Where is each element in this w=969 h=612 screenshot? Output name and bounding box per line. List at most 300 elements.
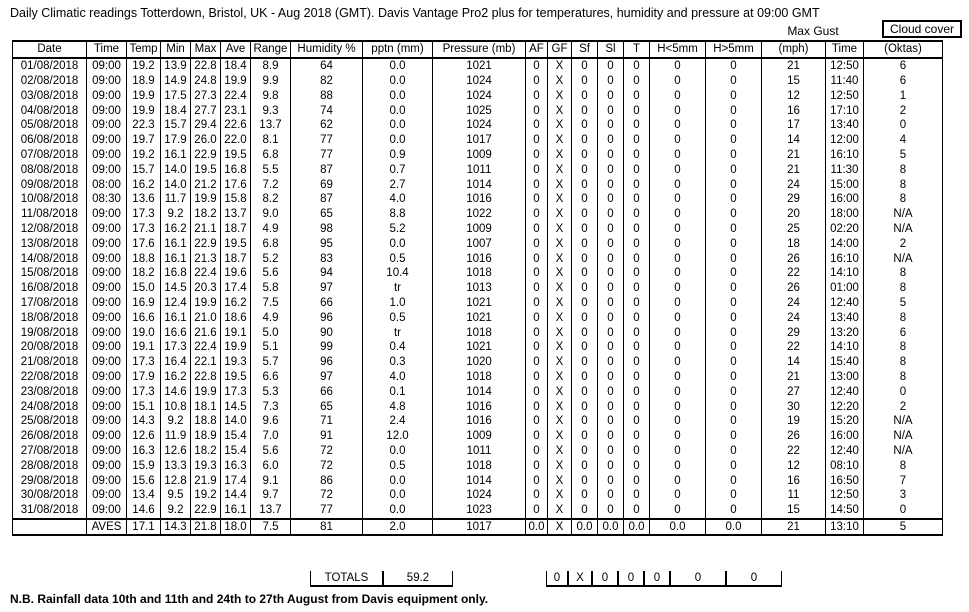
cell-humidity: 65 [291,207,363,222]
cell-t: 0 [624,207,650,222]
cell-pressure: 1013 [433,281,526,296]
cell-time: 09:00 [87,473,127,488]
cell-t: 0 [624,296,650,311]
cell-max-gust: 24 [762,296,826,311]
cell-af: 0 [526,251,548,266]
cell-pressure: 1009 [433,222,526,237]
cell-cloud-cover: 8 [864,192,943,207]
page-title: Daily Climatic readings Totterdown, Bristol, UK - Aug 2018 (GMT). Davis Vantage Pro2 plus for temperatures, humidity and pressure at 09:00 GMT [10,6,820,20]
cell-date: 03/08/2018 [13,88,87,103]
cell-gf: X [548,473,572,488]
cell-gust-time: 13:20 [826,325,864,340]
cell-humidity: 74 [291,103,363,118]
cell-sl: 0 [598,296,624,311]
cell-max-gust: 25 [762,222,826,237]
cell-pressure: 1014 [433,384,526,399]
cell-temp: 17.6 [127,236,161,251]
cell-pptn: 0.5 [363,310,433,325]
cell-h-lt5: 0 [650,414,706,429]
cell-time: 09:00 [87,384,127,399]
cell-sl: 0 [598,325,624,340]
cell-time: 09:00 [87,296,127,311]
cell-h-lt5: 0 [650,281,706,296]
cell-h-lt5: 0 [650,340,706,355]
cell-cloud-cover: 2 [864,236,943,251]
cell-min: 16.8 [161,266,191,281]
table-row [13,192,943,207]
cell-min: 9.2 [161,414,191,429]
cell-ave: 19.6 [221,266,251,281]
cell-min: 14.6 [161,384,191,399]
cell-gust-time: 02:20 [826,222,864,237]
cell-max: 24.8 [191,74,221,89]
cell-temp: 17.3 [127,384,161,399]
cell-t: 0 [624,355,650,370]
cell-pressure: 1020 [433,355,526,370]
cell-humidity: 91 [291,429,363,444]
col-header-temp: Temp [127,41,161,58]
cell-h-gt5: 0 [706,222,762,237]
cell-cloud-cover: 8 [864,310,943,325]
cell-sl: 0 [598,192,624,207]
cell-max: 21.6 [191,325,221,340]
col-header-range: Range [251,41,291,58]
cell-ave: 16.8 [221,162,251,177]
aves-humidity: 81 [291,519,363,536]
cell-h-gt5: 0 [706,236,762,251]
cell-max-gust: 21 [762,148,826,163]
cell-sf: 0 [572,162,598,177]
cell-cloud-cover: N/A [864,444,943,459]
cell-date: 09/08/2018 [13,177,87,192]
cell-pptn: 0.3 [363,355,433,370]
cell-min: 14.0 [161,177,191,192]
totals-h-gt5: 0 [726,571,782,587]
cell-max: 18.9 [191,429,221,444]
totals-pptn: 59.2 [383,571,453,587]
table-row [13,355,943,370]
cell-pressure: 1018 [433,266,526,281]
cell-min: 9.2 [161,503,191,519]
table-row [13,384,943,399]
cell-humidity: 96 [291,355,363,370]
table-row [13,251,943,266]
cell-h-gt5: 0 [706,310,762,325]
cell-cloud-cover: 8 [864,355,943,370]
cell-ave: 17.6 [221,177,251,192]
cell-min: 16.4 [161,355,191,370]
cell-t: 0 [624,340,650,355]
cell-sf: 0 [572,236,598,251]
cell-ave: 22.4 [221,88,251,103]
cell-sl: 0 [598,340,624,355]
table-row [13,148,943,163]
cell-pptn: 0.0 [363,58,433,74]
cell-h-gt5: 0 [706,281,762,296]
cell-temp: 15.6 [127,473,161,488]
aves-t: 0.0 [624,519,650,536]
cell-cloud-cover: 8 [864,266,943,281]
cell-sf: 0 [572,310,598,325]
cell-t: 0 [624,310,650,325]
cell-temp: 15.7 [127,162,161,177]
cell-h-lt5: 0 [650,488,706,503]
cell-h-lt5: 0 [650,503,706,519]
cell-pressure: 1014 [433,473,526,488]
cell-date: 30/08/2018 [13,488,87,503]
cell-range: 8.2 [251,192,291,207]
cell-pptn: tr [363,325,433,340]
cell-af: 0 [526,310,548,325]
cell-gf: X [548,207,572,222]
cell-gf: X [548,355,572,370]
cell-temp: 19.2 [127,58,161,74]
cell-min: 16.2 [161,222,191,237]
cell-max: 21.1 [191,222,221,237]
cell-time: 09:00 [87,444,127,459]
cell-max: 22.9 [191,148,221,163]
cell-ave: 19.5 [221,236,251,251]
cell-h-gt5: 0 [706,192,762,207]
cell-max: 27.7 [191,103,221,118]
cell-gf: X [548,488,572,503]
cell-min: 9.5 [161,488,191,503]
cell-af: 0 [526,370,548,385]
cell-af: 0 [526,266,548,281]
cell-time: 09:00 [87,429,127,444]
cell-gust-time: 14:10 [826,340,864,355]
cell-h-lt5: 0 [650,148,706,163]
cell-min: 12.6 [161,444,191,459]
cell-range: 9.9 [251,74,291,89]
cell-range: 9.0 [251,207,291,222]
climate-table [12,40,943,536]
cell-h-lt5: 0 [650,399,706,414]
table-row [13,414,943,429]
cell-ave: 19.1 [221,325,251,340]
cell-time: 09:00 [87,118,127,133]
totals-t: 0 [644,571,670,587]
cell-time: 09:00 [87,88,127,103]
cell-pressure: 1021 [433,310,526,325]
cell-gust-time: 17:10 [826,103,864,118]
cell-max-gust: 22 [762,266,826,281]
cell-humidity: 77 [291,503,363,519]
cell-af: 0 [526,88,548,103]
cell-cloud-cover: 0 [864,503,943,519]
cell-date: 16/08/2018 [13,281,87,296]
col-header-max: Max [191,41,221,58]
cell-max-gust: 14 [762,133,826,148]
cell-sl: 0 [598,74,624,89]
cell-ave: 19.3 [221,355,251,370]
cell-gust-time: 13:40 [826,118,864,133]
cell-time: 09:00 [87,340,127,355]
cell-sf: 0 [572,58,598,74]
col-header-gust-time: Time [826,41,864,58]
cell-min: 16.2 [161,370,191,385]
cell-h-lt5: 0 [650,310,706,325]
cell-range: 5.5 [251,162,291,177]
cell-gf: X [548,103,572,118]
cell-humidity: 83 [291,251,363,266]
cell-gust-time: 15:20 [826,414,864,429]
cell-min: 16.1 [161,148,191,163]
cell-ave: 16.2 [221,296,251,311]
cell-cloud-cover: 4 [864,133,943,148]
cell-cloud-cover: 2 [864,103,943,118]
cell-gust-time: 12:40 [826,444,864,459]
cell-gust-time: 16:10 [826,148,864,163]
cell-h-lt5: 0 [650,370,706,385]
cell-pressure: 1022 [433,207,526,222]
cell-pressure: 1025 [433,103,526,118]
col-header-h-lt5: H<5mm [650,41,706,58]
col-header-max-gust: (mph) [762,41,826,58]
aves-h-lt5: 0.0 [650,519,706,536]
cell-max-gust: 20 [762,207,826,222]
cell-humidity: 97 [291,281,363,296]
cell-min: 11.7 [161,192,191,207]
cell-ave: 16.1 [221,503,251,519]
cell-humidity: 64 [291,58,363,74]
cell-sl: 0 [598,177,624,192]
cell-sl: 0 [598,310,624,325]
cell-min: 9.2 [161,207,191,222]
col-header-af: AF [526,41,548,58]
cell-af: 0 [526,473,548,488]
cell-date: 07/08/2018 [13,148,87,163]
cell-sl: 0 [598,58,624,74]
table-row [13,325,943,340]
cell-sl: 0 [598,162,624,177]
cell-temp: 14.6 [127,503,161,519]
cell-ave: 17.3 [221,384,251,399]
cell-h-lt5: 0 [650,192,706,207]
cell-h-lt5: 0 [650,355,706,370]
cell-max: 27.3 [191,88,221,103]
cell-sf: 0 [572,429,598,444]
cell-t: 0 [624,251,650,266]
cell-h-lt5: 0 [650,222,706,237]
cell-ave: 16.3 [221,458,251,473]
cell-sl: 0 [598,266,624,281]
max-gust-header: Max Gust [787,24,839,38]
cell-sl: 0 [598,414,624,429]
cell-gf: X [548,88,572,103]
cell-date: 26/08/2018 [13,429,87,444]
cell-sl: 0 [598,118,624,133]
cell-ave: 22.0 [221,133,251,148]
cell-humidity: 66 [291,384,363,399]
cell-h-gt5: 0 [706,473,762,488]
table-row [13,310,943,325]
cell-min: 17.3 [161,340,191,355]
cell-temp: 17.3 [127,355,161,370]
cell-date: 14/08/2018 [13,251,87,266]
table-row [13,266,943,281]
cell-date: 19/08/2018 [13,325,87,340]
cell-sl: 0 [598,384,624,399]
cell-temp: 14.3 [127,414,161,429]
cell-gf: X [548,266,572,281]
cell-gust-time: 14:10 [826,266,864,281]
cell-date: 17/08/2018 [13,296,87,311]
cell-temp: 13.4 [127,488,161,503]
cell-max: 22.1 [191,355,221,370]
cell-temp: 18.8 [127,251,161,266]
cell-min: 18.4 [161,103,191,118]
cell-pptn: 4.0 [363,192,433,207]
cell-time: 09:00 [87,222,127,237]
cell-gust-time: 11:30 [826,162,864,177]
cell-af: 0 [526,325,548,340]
cell-t: 0 [624,473,650,488]
cell-humidity: 87 [291,192,363,207]
cell-t: 0 [624,266,650,281]
cell-max: 21.9 [191,473,221,488]
cell-sl: 0 [598,207,624,222]
cell-h-lt5: 0 [650,162,706,177]
cell-pptn: 0.0 [363,133,433,148]
cell-t: 0 [624,429,650,444]
cell-h-gt5: 0 [706,458,762,473]
cell-max: 22.8 [191,370,221,385]
cell-sf: 0 [572,103,598,118]
cell-pressure: 1011 [433,162,526,177]
cell-t: 0 [624,74,650,89]
cell-max: 22.9 [191,503,221,519]
cell-gust-time: 13:00 [826,370,864,385]
cell-pptn: 5.2 [363,222,433,237]
cell-ave: 13.7 [221,207,251,222]
table-row [13,222,943,237]
cell-sl: 0 [598,236,624,251]
cell-max: 19.2 [191,488,221,503]
cell-t: 0 [624,236,650,251]
cell-ave: 18.4 [221,58,251,74]
cell-gf: X [548,177,572,192]
cell-h-gt5: 0 [706,488,762,503]
table-row [13,473,943,488]
aves-h-gt5: 0.0 [706,519,762,536]
cell-humidity: 86 [291,473,363,488]
table-row [13,118,943,133]
cell-h-lt5: 0 [650,207,706,222]
cell-date: 18/08/2018 [13,310,87,325]
cell-af: 0 [526,384,548,399]
cell-max-gust: 21 [762,370,826,385]
cell-max: 18.2 [191,444,221,459]
table-row [13,236,943,251]
cell-time: 09:00 [87,162,127,177]
cell-af: 0 [526,236,548,251]
cell-gust-time: 12:00 [826,133,864,148]
cell-range: 5.6 [251,444,291,459]
cell-max-gust: 19 [762,414,826,429]
cell-sl: 0 [598,355,624,370]
cell-h-lt5: 0 [650,177,706,192]
cell-af: 0 [526,355,548,370]
table-row [13,177,943,192]
cell-ave: 19.5 [221,370,251,385]
cell-humidity: 69 [291,177,363,192]
cell-max-gust: 18 [762,236,826,251]
cell-gf: X [548,444,572,459]
cell-date: 11/08/2018 [13,207,87,222]
cell-gust-time: 12:50 [826,488,864,503]
cell-ave: 19.9 [221,340,251,355]
cell-pptn: 0.7 [363,162,433,177]
cell-time: 09:00 [87,236,127,251]
col-header-h-gt5: H>5mm [706,41,762,58]
cell-h-gt5: 0 [706,325,762,340]
cell-t: 0 [624,414,650,429]
cell-pptn: 0.0 [363,74,433,89]
col-header-cloud-cover: (Oktas) [864,41,943,58]
cell-h-lt5: 0 [650,58,706,74]
cell-pptn: 4.8 [363,399,433,414]
cell-t: 0 [624,103,650,118]
cell-gf: X [548,236,572,251]
cell-ave: 17.4 [221,281,251,296]
col-header-time: Time [87,41,127,58]
cell-pressure: 1009 [433,429,526,444]
cell-pptn: tr [363,281,433,296]
cell-gust-time: 12:20 [826,399,864,414]
cell-gf: X [548,458,572,473]
cell-gf: X [548,148,572,163]
cell-gf: X [548,118,572,133]
cell-max: 19.9 [191,296,221,311]
cell-pptn: 0.1 [363,384,433,399]
cell-sl: 0 [598,503,624,519]
cell-gf: X [548,414,572,429]
cell-min: 13.3 [161,458,191,473]
cell-min: 12.8 [161,473,191,488]
cell-range: 13.7 [251,118,291,133]
cell-sf: 0 [572,177,598,192]
cell-min: 16.1 [161,236,191,251]
cell-h-gt5: 0 [706,266,762,281]
cell-gust-time: 12:50 [826,58,864,74]
cell-pptn: 2.4 [363,414,433,429]
cell-h-lt5: 0 [650,74,706,89]
col-header-pptn: pptn (mm) [363,41,433,58]
cell-range: 5.0 [251,325,291,340]
aves-date [13,519,87,536]
cell-gust-time: 14:50 [826,503,864,519]
cell-range: 6.6 [251,370,291,385]
cell-max-gust: 27 [762,384,826,399]
cell-ave: 18.7 [221,222,251,237]
cell-pressure: 1021 [433,296,526,311]
cell-temp: 19.9 [127,103,161,118]
cell-t: 0 [624,162,650,177]
aves-min: 14.3 [161,519,191,536]
cell-time: 09:00 [87,58,127,74]
cell-max-gust: 30 [762,399,826,414]
cell-h-lt5: 0 [650,251,706,266]
cell-cloud-cover: 2 [864,399,943,414]
cell-temp: 17.3 [127,207,161,222]
cell-sf: 0 [572,74,598,89]
cell-temp: 12.6 [127,429,161,444]
aves-max-gust: 21 [762,519,826,536]
cell-range: 7.0 [251,429,291,444]
cell-gf: X [548,58,572,74]
cell-pressure: 1018 [433,325,526,340]
